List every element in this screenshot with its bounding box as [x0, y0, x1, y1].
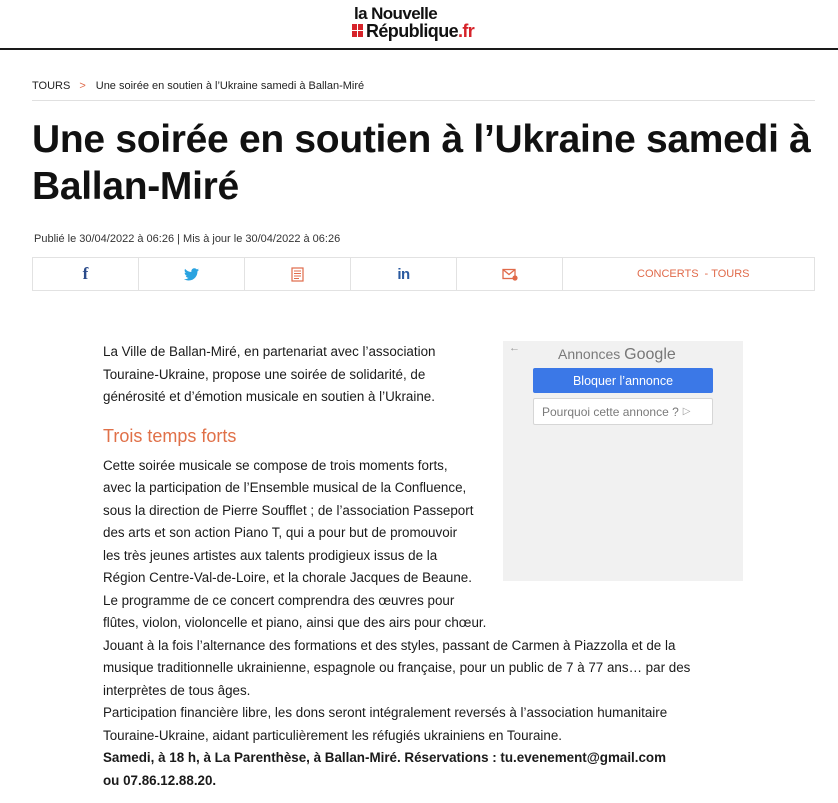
tag-concerts-link[interactable]: CONCERTS	[637, 268, 699, 280]
share-twitter-button[interactable]	[139, 258, 245, 290]
share-bar	[32, 257, 815, 291]
breadcrumb-home-link[interactable]: TOURS	[32, 80, 71, 92]
ad-label-prefix: Annonces	[558, 346, 621, 362]
breadcrumb-current: Une soirée en soutien à l’Ukraine samedi à Ballan-Miré	[95, 80, 365, 92]
paragraph-line: des arts et son action Piano T, qui a pour but de promouvoir	[103, 525, 458, 540]
article-paragraph-2: Jouant à la fois l’alternance des formations et des styles, passant de Carmen à Piazzolla et de la musique traditionnelle ukrainienne, espagnole ou française, pour un public de 7 à 77 ans… par des interprètes de tous âges.	[103, 637, 691, 698]
linkedin-icon: in	[397, 265, 410, 283]
tag-tours-link[interactable]: TOURS	[711, 268, 750, 280]
facebook-icon: f	[82, 264, 89, 283]
logo-wordmark: République	[366, 21, 458, 41]
logo-tld: .fr	[458, 21, 475, 41]
share-print-button[interactable]	[245, 258, 351, 290]
block-ad-button[interactable]: Bloquer l’annonce	[533, 368, 713, 393]
site-logo[interactable]	[352, 4, 502, 44]
article-subheading: Trois temps forts	[103, 425, 237, 446]
article-body	[103, 341, 723, 792]
paragraph-line: Région Centre-Val-de-Loire, et la chorale Jacques de Beaune.	[103, 570, 472, 585]
publication-dates: Publié le 30/04/2022 à 06:26 | Mis à jour le 30/04/2022 à 06:26	[34, 233, 341, 245]
article-practical-info: Samedi, à 18 h, à La Parenthèse, à Ballan-Miré. Réservations : tu.evenement@gmail.com ou 07.86.12.88.20.	[103, 750, 667, 788]
twitter-icon	[184, 268, 199, 281]
article-intro: La Ville de Ballan-Miré, en partenariat avec l’association Touraine-Ukraine, propose une soirée de solidarité, de générosité et d’émotion musicale en soutien à l’Ukraine.	[103, 344, 436, 404]
article-title: Une soirée en soutien à l’Ukraine samedi à Ballan-Miré	[32, 118, 811, 208]
paragraph-line: Le programme de ce concert comprendra des œuvres pour	[103, 592, 455, 608]
paragraph-line: flûtes, violon, violoncelle et piano, ainsi que des airs pour chœur.	[103, 615, 487, 630]
tag-separator: -	[704, 268, 709, 280]
article-paragraph-1	[103, 455, 498, 635]
paragraph-line: Cette soirée musicale se compose de trois moments forts,	[103, 457, 448, 473]
google-wordmark: Google	[624, 346, 676, 363]
breadcrumb	[32, 80, 815, 101]
article-paragraph-3: Participation financière libre, les dons seront intégralement reversés à l’association humanitaire Touraine-Ukraine, aidant particulièrement les réfugiés ukrainiens en Touraine.	[103, 705, 668, 743]
paragraph-line: avec la participation de l’Ensemble musical de la Confluence,	[103, 480, 467, 495]
chevron-right-icon: >	[79, 80, 86, 92]
email-icon	[502, 268, 518, 281]
print-icon	[291, 267, 304, 282]
logo-mark-icon	[352, 24, 364, 38]
adchoices-icon: ▷	[682, 406, 691, 417]
paragraph-line: sous la direction de Pierre Soufflet ; de l’association Passeport	[103, 502, 474, 518]
logo-line2	[352, 21, 474, 41]
site-header	[0, 0, 838, 50]
share-linkedin-button[interactable]	[351, 258, 457, 290]
logo-line1: la Nouvelle	[354, 4, 438, 23]
back-arrow-icon[interactable]: ←	[509, 342, 520, 354]
share-facebook-button[interactable]	[33, 258, 139, 290]
article-tags	[563, 258, 814, 290]
paragraph-line: les très jeunes artistes aux talents prodigieux issus de la	[103, 547, 438, 563]
share-email-button[interactable]	[457, 258, 563, 290]
why-this-ad-label: Pourquoi cette annonce ?	[542, 404, 679, 419]
